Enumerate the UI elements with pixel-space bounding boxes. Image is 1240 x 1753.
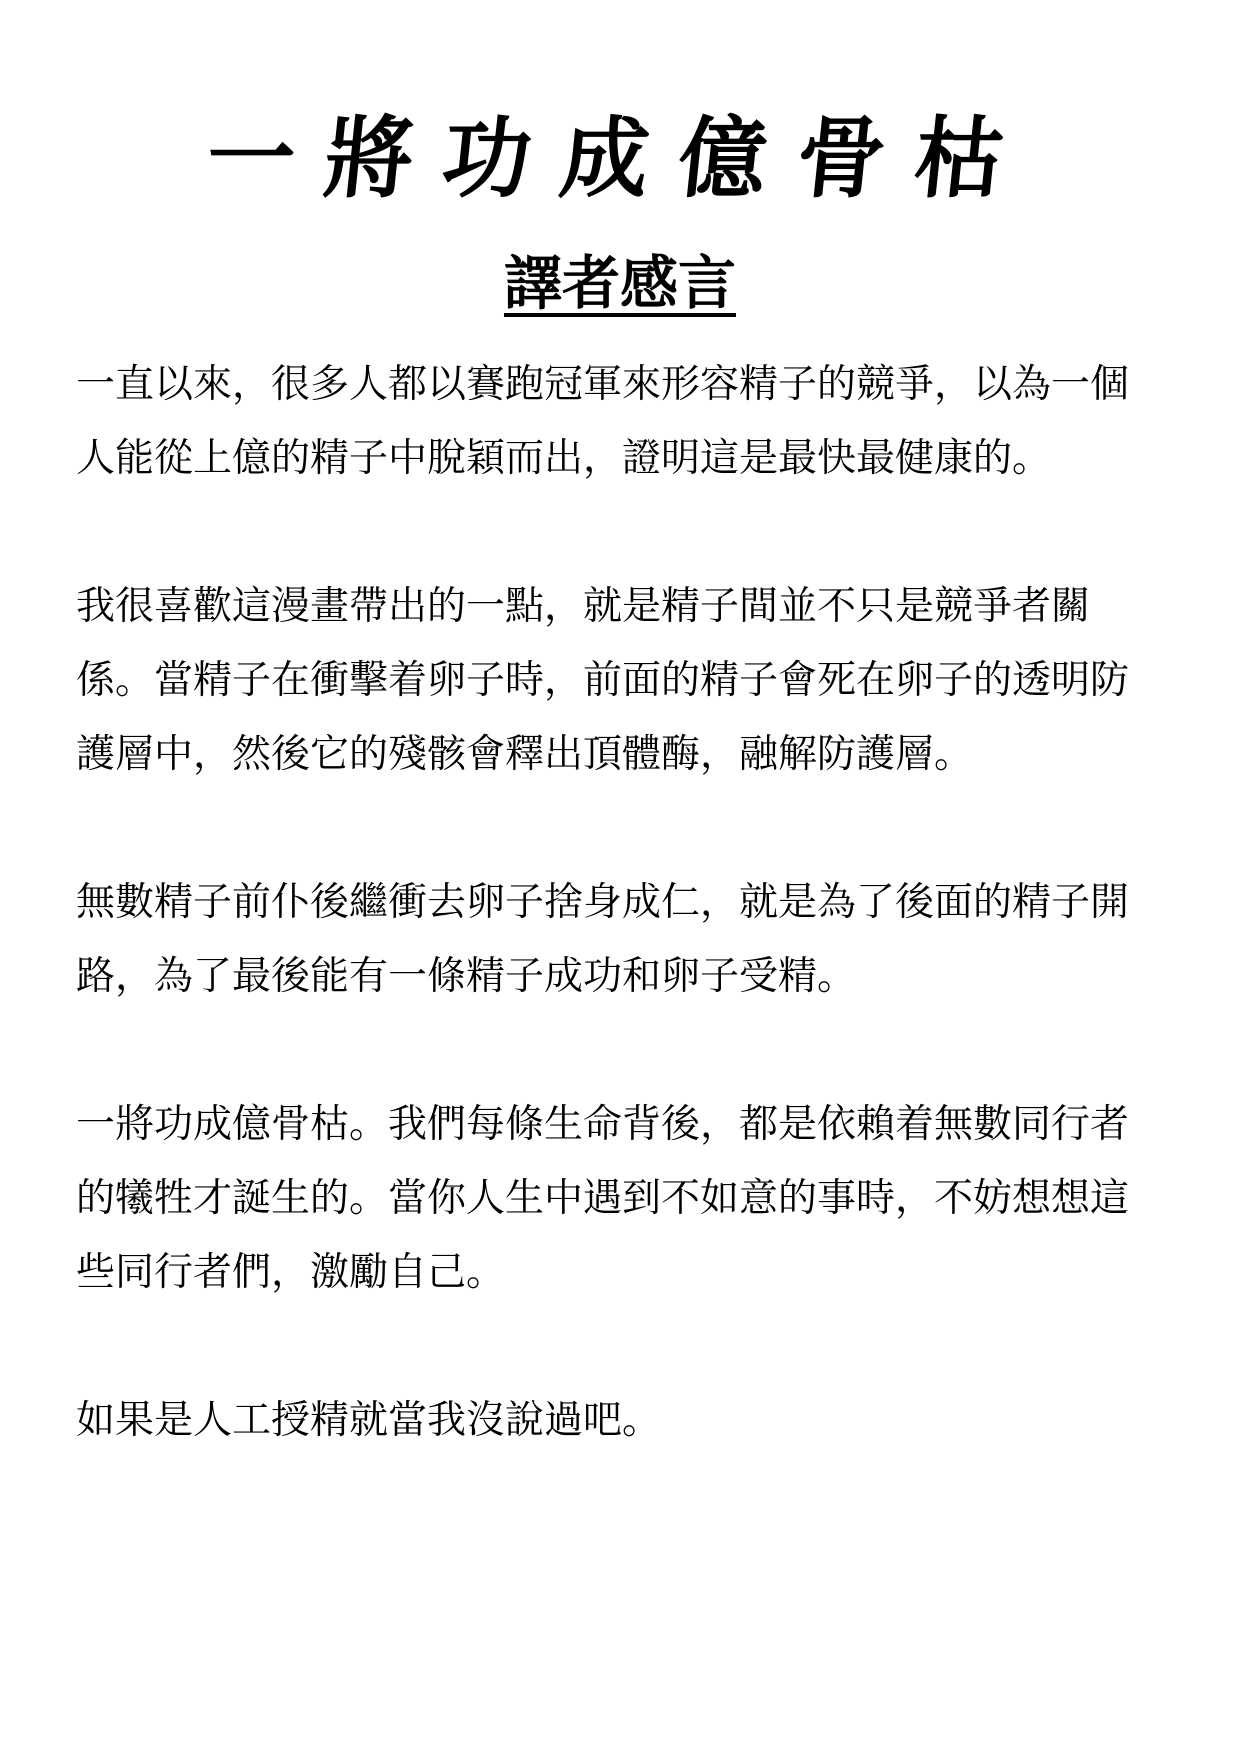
body-text <box>76 348 1166 1532</box>
paragraph: 我很喜歡這漫畫帶出的一點，就是精子間並不只是競爭者關係。當精子在衝擊着卵子時，前面的精子會死在卵子的透明防護層中，然後它的殘骸會釋出頂體酶，融解防護層。 <box>76 584 1130 777</box>
paragraph: 一直以來，很多人都以賽跑冠軍來形容精子的競爭，以為一個人能從上億的精子中脫穎而出，證明這是最快最健康的。 <box>76 362 1130 481</box>
page-subtitle <box>0 248 1240 318</box>
paragraph: 無數精子前仆後繼衝去卵子捨身成仁，就是為了後面的精子開路，為了最後能有一條精子成功和卵子受精。 <box>76 880 1130 999</box>
paragraph: 如果是人工授精就當我沒說過吧。 <box>76 1398 662 1443</box>
paragraph: 一將功成億骨枯。我們每條生命背後，都是依賴着無數同行者的犧牲才誕生的。當你人生中遇到不如意的事時，不妨想想這些同行者們，激勵自己。 <box>76 1102 1130 1295</box>
subtitle-text: 譯者感言 <box>503 249 736 317</box>
calligraphy-title: 一將功成億骨枯 <box>201 106 1039 210</box>
